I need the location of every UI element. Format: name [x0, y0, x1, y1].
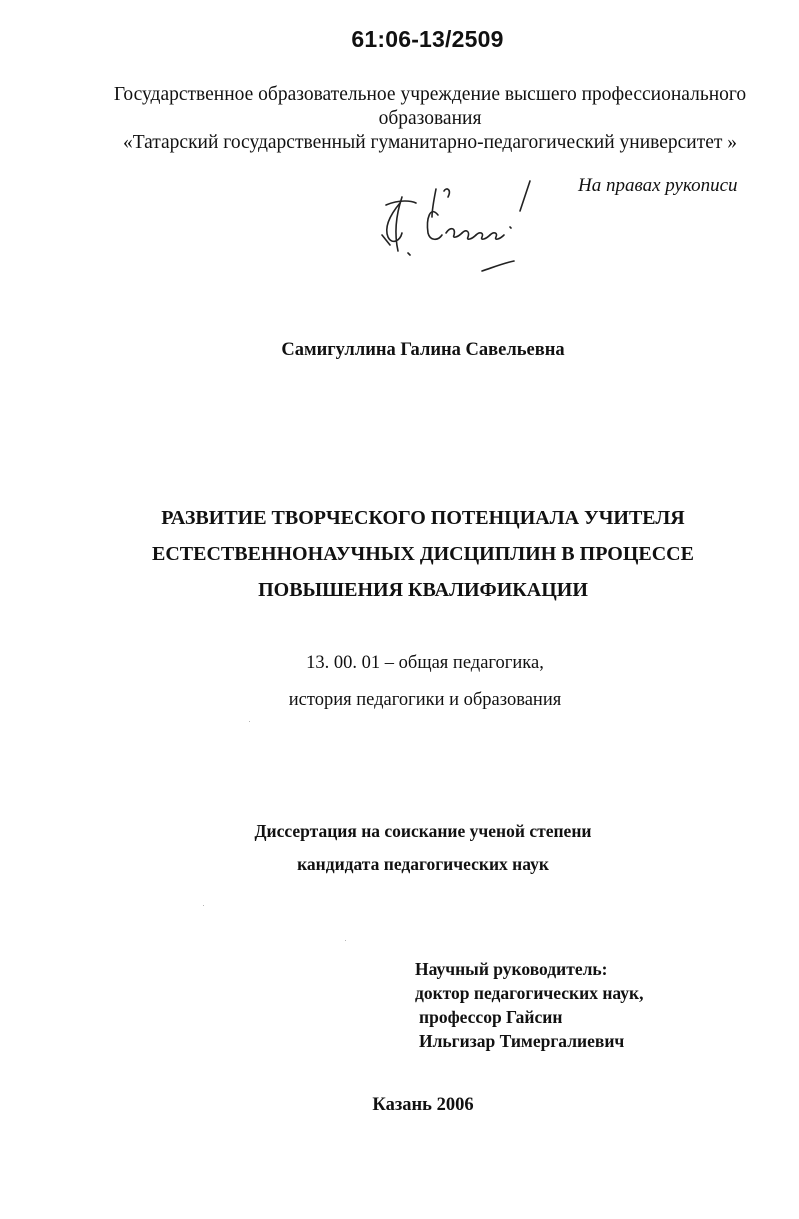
specialty-line: 13. 00. 01 – общая педагогика,	[306, 653, 544, 673]
institution-line: Государственное образовательное учреждение высшего профессионального	[113, 84, 747, 105]
city-year: Казань 2006	[372, 1095, 474, 1115]
manuscript-note: На правах рукописи	[578, 175, 738, 196]
institution-name: «Татарский государственный гуманитарно-педагогический университет »	[122, 132, 738, 153]
degree-statement	[0, 815, 799, 881]
author-name: Самигуллина Галина Савельевна	[281, 340, 565, 360]
specialty-code	[0, 645, 799, 719]
supervisor-degree: доктор педагогических наук,	[415, 983, 644, 1003]
degree-line: Диссертация на соискание ученой степени	[254, 821, 592, 841]
thesis-title	[0, 500, 799, 608]
supervisor-label: Научный руководитель:	[415, 959, 608, 979]
thesis-title-line: ПОВЫШЕНИЯ КВАЛИФИКАЦИИ	[258, 579, 588, 601]
thesis-title-line: ЕСТЕСТВЕННОНАУЧНЫХ ДИСЦИПЛИН В ПРОЦЕССЕ	[152, 543, 694, 565]
specialty-line: история педагогики и образования	[288, 690, 562, 710]
institution-line: образования	[378, 108, 482, 129]
catalog-number: 61:06-13/2509	[351, 26, 504, 52]
scan-speck	[345, 940, 346, 941]
scan-speck	[249, 721, 250, 722]
supervisor-name: Ильгизар Тимергалиевич	[419, 1031, 625, 1051]
degree-line: кандидата педагогических наук	[297, 854, 549, 874]
scan-speck	[203, 905, 204, 906]
thesis-title-line: РАЗВИТИЕ ТВОРЧЕСКОГО ПОТЕНЦИАЛА УЧИТЕЛЯ	[161, 507, 685, 529]
supervisor-block	[415, 957, 643, 1053]
handwritten-signature	[370, 175, 550, 275]
supervisor-title-name: профессор Гайсин	[419, 1007, 563, 1027]
institution-block	[60, 83, 799, 155]
